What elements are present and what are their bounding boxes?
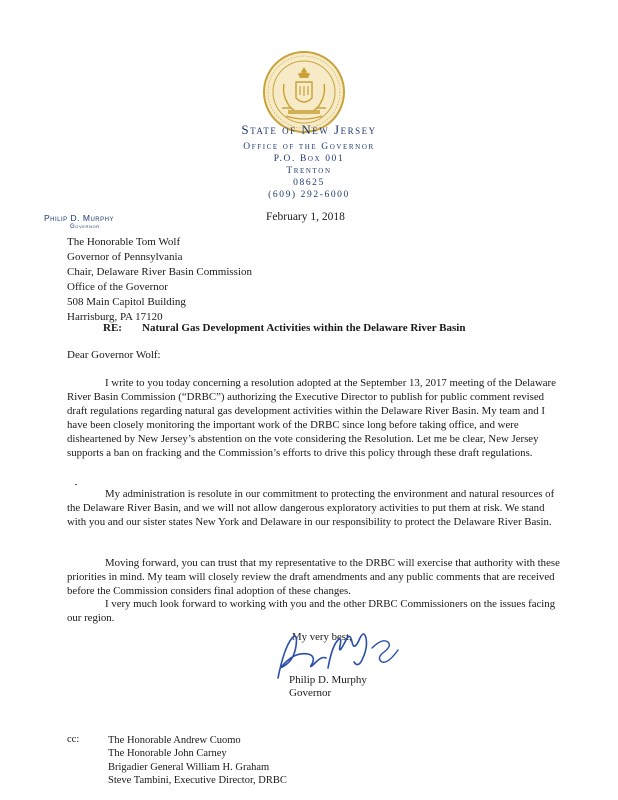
recipient-line: The Honorable Tom Wolf — [67, 236, 181, 248]
letterhead-office: Office of the Governor — [243, 142, 375, 152]
cc-label: cc: — [67, 734, 80, 745]
letterhead-po-box: P.O. Box 001 — [273, 154, 345, 164]
body-paragraph-3: Moving forward, you can trust that my representative to the DRBC will exercise that authority with these priorities in mind. My team will closely review the draft amendments and any public comments that are received before the Commission considers final adoption of these changes. — [67, 557, 560, 597]
letterhead-zip: 08625 — [293, 178, 325, 188]
recipient-line: Chair, Delaware River Basin Commission — [67, 266, 253, 278]
letterhead-city: Trenton — [286, 166, 332, 176]
letterhead-state: State of New Jersey — [241, 122, 377, 137]
closing: My very best, — [292, 631, 352, 643]
salutation: Dear Governor Wolf: — [67, 349, 161, 361]
sender-title: Governor — [70, 224, 100, 230]
letterhead-phone: (609) 292-6000 — [268, 190, 350, 200]
stray-mark — [75, 484, 77, 485]
body-paragraph-1: I write to you today concerning a resolution adopted at the September 13, 2017 meeting of the Delaware River Basin Commission (“DRBC”) authorizing the Executive Director to publish for public comment revised draft regulations regarding natural gas development activities within the Delaware River Basin. My team and I have been closely monitoring the important work of the DRBC since long before taking office, and were disheartened by New Jersey’s abstention on the vote considering the Resolution. Let me be clear, New Jersey supports a ban on fracking and the Commission’s efforts to drive this policy through these draft regulations. — [67, 377, 556, 459]
recipient-line: Office of the Governor — [67, 281, 168, 293]
body-paragraph-4: I very much look forward to working with you and the other DRBC Commissioners on the issues facing our region. — [67, 598, 556, 624]
signer-title: Governor — [289, 687, 332, 699]
subject-label: RE: — [103, 322, 122, 334]
cc-list — [108, 734, 287, 787]
letter-date: February 1, 2018 — [266, 211, 345, 223]
subject-text: Natural Gas Development Activities within the Delaware River Basin — [142, 322, 466, 334]
signer-name: Philip D. Murphy — [289, 674, 367, 686]
recipient-line: Harrisburg, PA 17120 — [67, 311, 163, 323]
recipient-address — [67, 235, 252, 325]
recipient-line: Governor of Pennsylvania — [67, 251, 183, 263]
cc-recipient: Brigadier General William H. Graham — [108, 761, 270, 773]
sender-name: Philip D. Murphy — [44, 213, 114, 223]
cc-recipient: Steve Tambini, Executive Director, DRBC — [108, 774, 287, 786]
body-paragraph-2: My administration is resolute in our commitment to protecting the environment and natural resources of the Delaware River Basin, and we will not allow dangerous exploratory activities to put them at risk. We stand with you and our sister states New York and Delaware in our responsibility to protect the Delaware River Basin. — [67, 488, 555, 528]
cc-recipient: The Honorable Andrew Cuomo — [108, 735, 241, 746]
recipient-line: 508 Main Capitol Building — [67, 296, 186, 308]
cc-recipient: The Honorable John Carney — [108, 748, 227, 760]
